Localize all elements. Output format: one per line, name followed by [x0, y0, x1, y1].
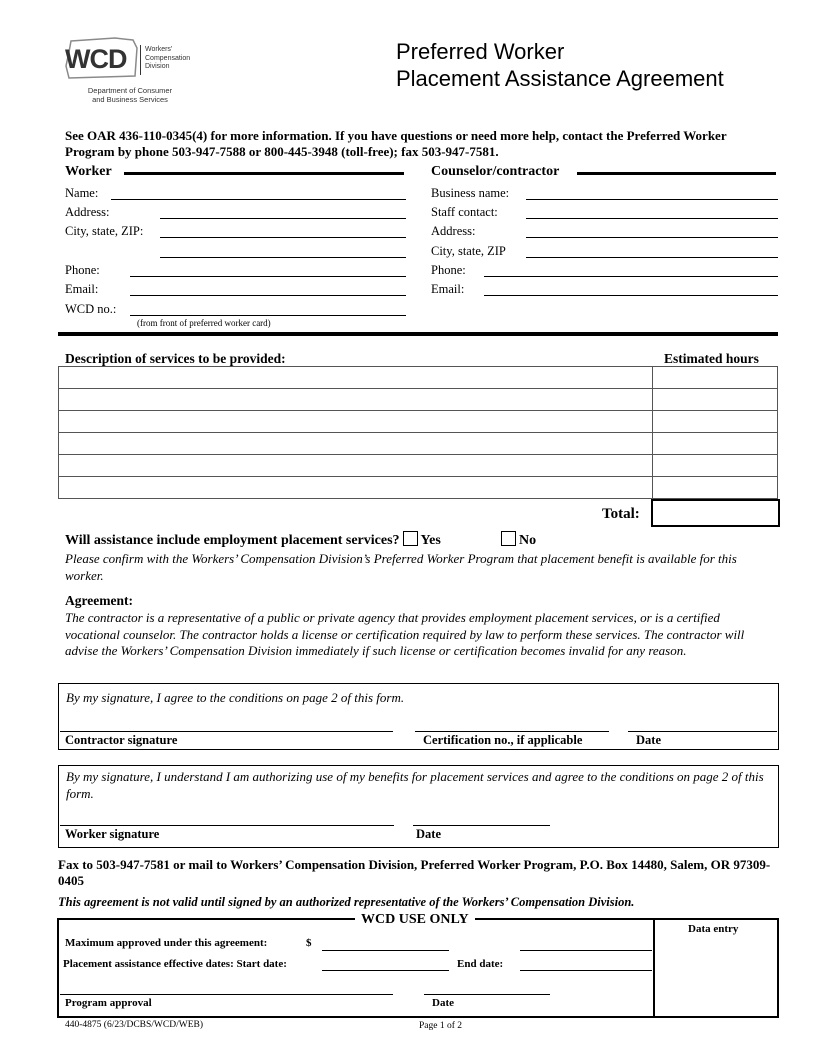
- logo-acronym: WCD: [65, 44, 127, 74]
- wcd-start-label: Placement assistance effective dates: Start date:: [63, 958, 287, 970]
- wcd-approval-field[interactable]: [60, 994, 393, 995]
- wcd-max-field[interactable]: [322, 950, 449, 951]
- wcd-end-field[interactable]: [520, 970, 652, 971]
- contractor-date-label: Date: [636, 733, 661, 747]
- placement-no-checkbox[interactable]: [501, 531, 516, 546]
- validity-notice: This agreement is not valid until signed by an authorized representative of the Workers’ Compensation Division.: [58, 895, 635, 909]
- counselor-staff-label: Staff contact:: [431, 205, 498, 219]
- counselor-city-label: City, state, ZIP: [431, 244, 506, 258]
- page-title: [396, 38, 724, 92]
- wcd-date-field[interactable]: [424, 994, 550, 995]
- service-hours-cell-1[interactable]: [652, 366, 778, 389]
- logo-division-line2: Compensation: [145, 54, 191, 62]
- counselor-email-field[interactable]: [484, 295, 778, 296]
- counselor-email-label: Email:: [431, 282, 465, 296]
- worker-name-field[interactable]: [111, 199, 406, 200]
- worker-date-label: Date: [416, 827, 441, 841]
- worker-phone-field[interactable]: [130, 276, 406, 277]
- counselor-phone-label: Phone:: [431, 263, 466, 277]
- intro-text: See OAR 436-110-0345(4) for more information. If you have questions or need more help, contact the Preferred Worker Program by phone 503-947-7588 or 800-445-3948 (toll-free); fax 503-947-7581.: [65, 128, 727, 159]
- worker-city-label: City, state, ZIP:: [65, 224, 144, 238]
- worker-phone-label: Phone:: [65, 263, 100, 277]
- worker-wcd-note: (from front of preferred worker card): [137, 318, 271, 328]
- logo-dept-line2: and Business Services: [92, 95, 168, 104]
- service-hours-cell-4[interactable]: [652, 432, 778, 455]
- counselor-phone-field[interactable]: [484, 276, 778, 277]
- services-total-label: Total:: [602, 506, 640, 522]
- wcd-end-label: End date:: [457, 958, 504, 970]
- title-line2: Placement Assistance Agreement: [396, 66, 724, 91]
- counselor-address-field[interactable]: [526, 237, 778, 238]
- service-hours-cell-5[interactable]: [652, 454, 778, 477]
- counselor-staff-field[interactable]: [526, 218, 778, 219]
- contractor-signature-field[interactable]: [60, 731, 393, 732]
- worker-signature-field[interactable]: [60, 825, 394, 826]
- title-line1: Preferred Worker: [396, 39, 565, 64]
- service-hours-cell-3[interactable]: [652, 410, 778, 433]
- wcd-approval-label: Program approval: [65, 997, 152, 1009]
- wcd-data-entry-label: Data entry: [688, 923, 739, 935]
- fax-instructions: Fax to 503-947-7581 or mail to Workers’ Compensation Division, Preferred Worker Program, P.O. Box 14480, Salem, OR 97309-0405: [58, 857, 771, 888]
- contractor-cert-field[interactable]: [415, 731, 609, 732]
- worker-city-field-2[interactable]: [160, 257, 406, 258]
- worker-signature-text: By my signature, I understand I am authorizing use of my benefits for placement services and agree to the conditions on page 2 of this form.: [66, 769, 764, 801]
- service-hours-cell-2[interactable]: [652, 388, 778, 411]
- counselor-business-field[interactable]: [526, 199, 778, 200]
- placement-note: Please confirm with the Workers’ Compensation Division’s Preferred Worker Program that placement benefit is available for this worker.: [65, 551, 737, 583]
- worker-wcd-field[interactable]: [130, 315, 406, 316]
- wcd-max-extra-field[interactable]: [520, 950, 652, 951]
- service-hours-cell-6[interactable]: [652, 476, 778, 499]
- counselor-city-field[interactable]: [526, 257, 778, 258]
- service-desc-cell-3[interactable]: [58, 410, 653, 433]
- wcd-date-label: Date: [432, 997, 454, 1009]
- placement-yes-checkbox[interactable]: [403, 531, 418, 546]
- service-desc-cell-4[interactable]: [58, 432, 653, 455]
- worker-date-field[interactable]: [413, 825, 550, 826]
- contractor-date-field[interactable]: [628, 731, 777, 732]
- contractor-cert-label: Certification no., if applicable: [423, 733, 583, 747]
- service-desc-cell-6[interactable]: [58, 476, 653, 499]
- agreement-heading: Agreement:: [65, 593, 133, 608]
- worker-email-label: Email:: [65, 282, 99, 296]
- worker-address-label: Address:: [65, 205, 110, 219]
- page-number: Page 1 of 2: [419, 1021, 463, 1031]
- worker-email-field[interactable]: [130, 295, 406, 296]
- services-total-field[interactable]: [651, 499, 780, 527]
- wcd-use-title-text: WCD USE ONLY: [361, 912, 469, 927]
- wcd-dollar-sign: $: [306, 937, 312, 949]
- placement-question-text: Will assistance include employment placement services?: [65, 533, 400, 548]
- worker-city-field[interactable]: [160, 237, 406, 238]
- logo-division-line1: Workers’: [145, 46, 173, 53]
- section-divider: [58, 332, 778, 336]
- worker-address-field[interactable]: [160, 218, 406, 219]
- wcd-max-label: Maximum approved under this agreement:: [65, 937, 268, 949]
- contractor-signature-text: By my signature, I agree to the conditions on page 2 of this form.: [66, 690, 405, 705]
- counselor-address-label: Address:: [431, 224, 476, 238]
- placement-no-label: No: [519, 533, 537, 548]
- services-description-header: Description of services to be provided:: [65, 351, 286, 366]
- contractor-signature-label: Contractor signature: [65, 733, 178, 747]
- wcd-use-title: [355, 911, 475, 928]
- worker-wcd-label: WCD no.:: [65, 302, 117, 316]
- service-desc-cell-5[interactable]: [58, 454, 653, 477]
- form-number: 440-4875 (6/23/DCBS/WCD/WEB): [65, 1020, 204, 1030]
- services-hours-header: Estimated hours: [664, 351, 759, 366]
- wcd-logo: [63, 36, 197, 106]
- placement-yes-label: Yes: [420, 533, 441, 548]
- worker-heading: Worker: [65, 164, 112, 179]
- logo-dept-line1: Department of Consumer: [87, 86, 173, 95]
- agreement-text: The contractor is a representative of a public or private agency that provides employment placement services, or is a certified vocational counselor. The contractor holds a license or certification required by law to perform these services. The contractor will advise the Workers’ Compensation Division immediately if such license or certification becomes invalid for any reason.: [65, 610, 745, 658]
- worker-signature-label: Worker signature: [65, 827, 160, 841]
- logo-division-line3: Division: [145, 63, 170, 70]
- placement-question: [65, 531, 441, 549]
- counselor-heading: Counselor/contractor: [431, 164, 560, 179]
- worker-name-label: Name:: [65, 186, 99, 200]
- counselor-business-label: Business name:: [431, 186, 510, 200]
- wcd-start-field[interactable]: [322, 970, 449, 971]
- service-desc-cell-1[interactable]: [58, 366, 653, 389]
- service-desc-cell-2[interactable]: [58, 388, 653, 411]
